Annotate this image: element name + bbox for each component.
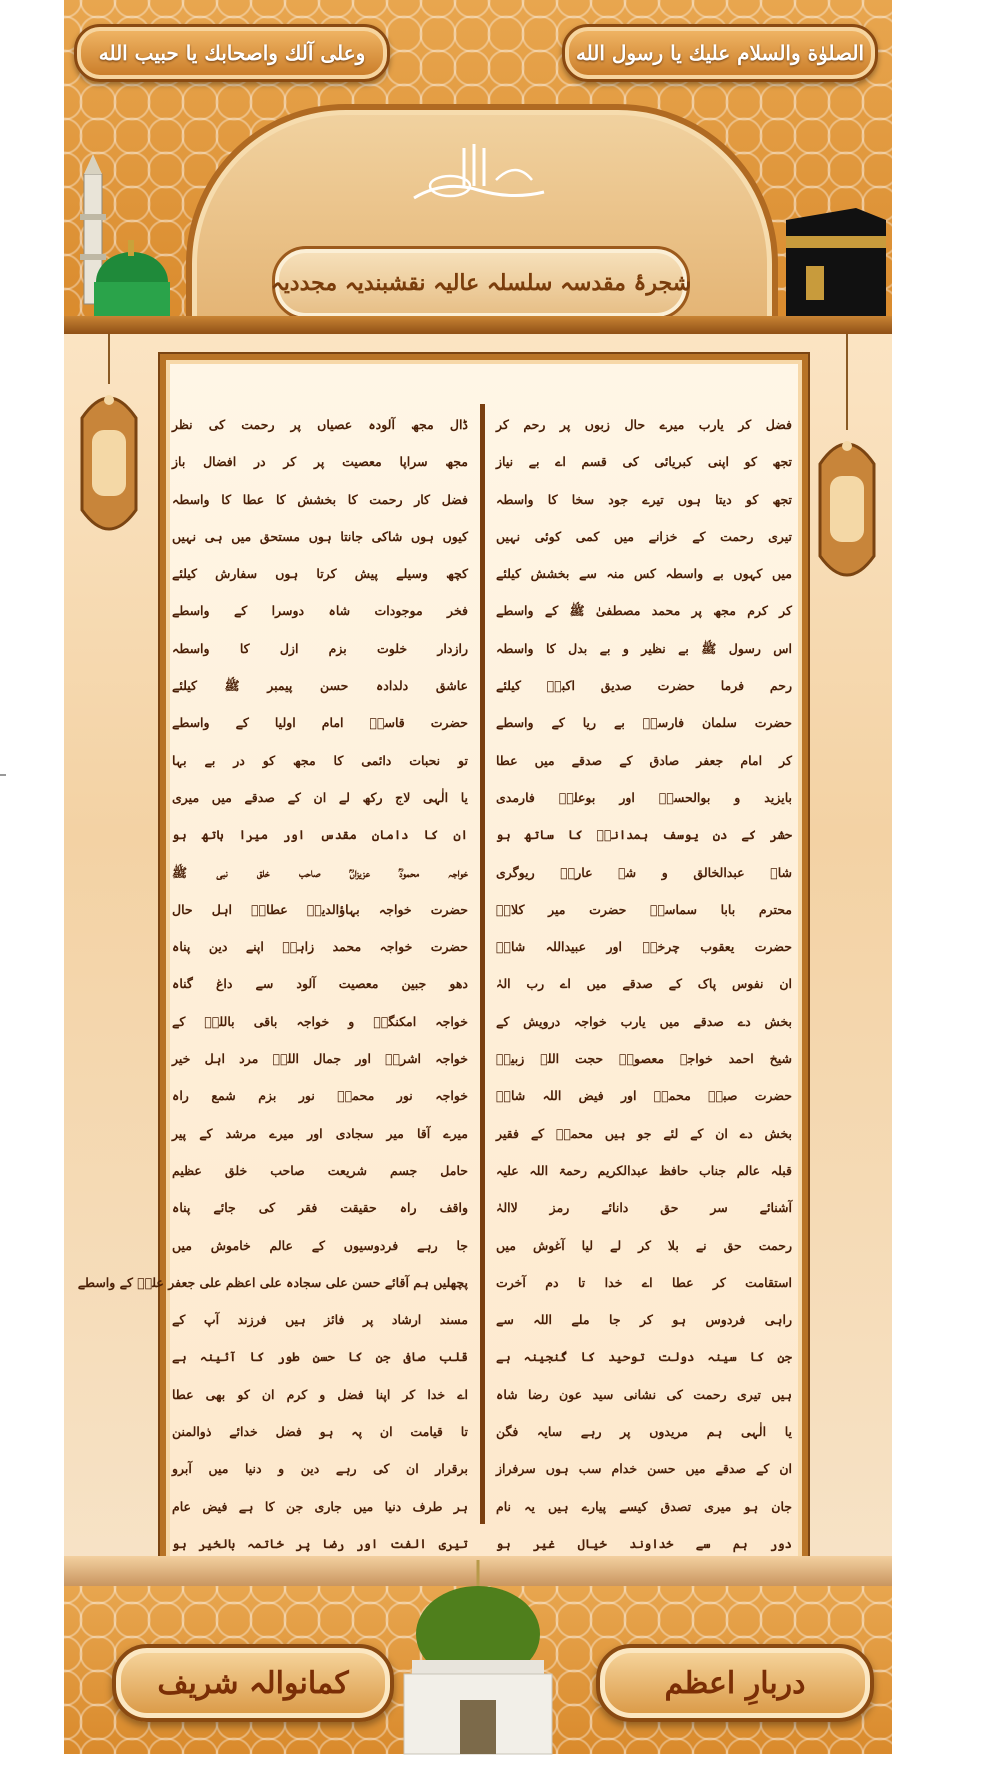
verse-line: برقرار ان کی رہے دین و دنیا میں آبرو — [172, 1461, 468, 1477]
verse-line: واقف راہ حقیقت فقر کی جائے پناہ — [172, 1200, 468, 1216]
verse-line: جا رہے فردوسیوں کے عالم خاموش میں — [172, 1237, 468, 1253]
verse-line: عاشق دلدادہ حسن پیمبر ﷺ کیلئے — [172, 678, 468, 694]
right-verse-column — [496, 406, 792, 1562]
column-divider — [480, 404, 485, 1524]
verse-line: اس رسول ﷺ بے نظیر و بے بدل کا واسطہ — [496, 640, 792, 656]
bismillah-calligraphy — [404, 140, 552, 210]
verse-frame — [77, 354, 808, 1566]
verse-line: قبلہ عالم جناب حافظ عبدالکریم رحمۃ اللہ علیہ — [496, 1162, 792, 1178]
verse-line: حضرت خواجہ محمد زاہدؒ اپنے دین پناہ — [172, 939, 468, 955]
verse-line: محترم بابا سماسیؒ حضرت میر کلالؒ — [496, 901, 792, 917]
top-cornice — [64, 316, 892, 334]
verse-line: حضرت صبیؒ محمدؒ اور فیض اللہ شاہؒ — [496, 1088, 792, 1104]
verse-line: تیری الفت اور رضا پر خاتمہ بالخیر ہو — [172, 1535, 468, 1551]
verse-line: تجھ کو دیتا ہوں تیرے جود سخا کا واسطہ — [496, 491, 792, 507]
verse-line: مسند ارشاد پر فائز ہیں فرزند آپ کے — [172, 1312, 468, 1328]
header-right-plaque: الصلوٰة والسلام عليك يا رسول الله — [562, 24, 878, 82]
verse-line: قلب صافی جن کا حسن طور کا آئینہ ہے — [172, 1349, 468, 1365]
verse-line: فخر موجودات شاہ دوسرا کے واسطے — [172, 603, 468, 619]
verse-line: حضرت خواجہ بہاؤالدینؒ عطارؒ اہل حال — [172, 901, 468, 917]
verse-line: رحمت حق نے بلا کر لے لیا آغوش میں — [496, 1237, 792, 1253]
verse-line: کر کرم مجھ پر محمد مصطفیٰ ﷺ کے واسطے — [496, 603, 792, 619]
verse-line: حشر کے دن یوسف ہمدانیؒ کا ساتھ ہو — [496, 827, 792, 843]
page-title: شجرۂ مقدسہ سلسلہ عالیہ نقشبندیہ مجددیہ — [272, 246, 690, 320]
verse-line: جان ہو میری تصدق کیسے پیارے ہیں یہ نام — [496, 1498, 792, 1514]
verse-line: حضرت سلمان فارسیؓ بے ریا کے واسطے — [496, 715, 792, 731]
verse-line: تا قیامت ان پہ ہو فضل خدائے ذوالمنن — [172, 1424, 468, 1440]
shrine-dome-icon — [390, 1560, 566, 1754]
edge-specks — [960, 560, 990, 590]
verse-line: شاہ عبدالخالق و شہ عارفؒ ریوگری — [496, 864, 792, 880]
left-lantern-icon — [70, 334, 148, 554]
verse-line: کیوں ہوں شاکی جانتا ہوں مستحق میں ہی نہیں — [172, 528, 468, 544]
verse-line: مجھ سراپا معصیت پر کر در افضال باز — [172, 454, 468, 470]
verse-line: شیخ احمد خواجہ معصومؒ حجت اللہ زبیرؒ — [496, 1051, 792, 1067]
poster — [64, 0, 892, 1754]
verse-line: دور ہم سے خداوند خیال غیر ہو — [496, 1535, 792, 1551]
left-verse-column — [77, 406, 468, 1562]
green-dome-mosque-icon — [70, 154, 170, 324]
right-lantern-icon — [808, 334, 886, 600]
verse-line: دھو جبین معصیت آلود سے داغ گناہ — [172, 976, 468, 992]
verse-line: بخش دے ان کے لئے جو ہیں محمدؒ کے فقیر — [496, 1125, 792, 1141]
verse-line: ان کے صدقے میں حسن خدام سب ہوں سرفراز — [496, 1461, 792, 1477]
footer-left-plaque: کمانوالہ شریف — [112, 1644, 394, 1722]
verse-line: خواجہ اشرفؒ اور جمال اللہؒ مرد اہل خیر — [172, 1051, 468, 1067]
verse-line: رازدار خلوت بزم ازل کا واسطہ — [172, 640, 468, 656]
kaaba-icon — [776, 206, 888, 318]
verse-line: حضرت یعقوب چرخیؒ اور عبیداللہ شاہؒ — [496, 939, 792, 955]
verse-line: یا الٰہی لاج رکھ لے ان کے صدقے میں میری — [172, 789, 468, 805]
verse-line: آشنائے سر حق دانائے رمز لاالہٰ — [496, 1200, 792, 1216]
edge-mark — [0, 774, 6, 776]
verse-line: رحم فرما حضرت صدیق اکبرؓ کیلئے — [496, 678, 792, 694]
verse-line: جن کا سینہ دولت توحید کا گنجینہ ہے — [496, 1349, 792, 1365]
verse-line: یا الٰہی ہم مریدوں پر رہے سایہ فگن — [496, 1424, 792, 1440]
verse-line: بایزید و بوالحسنؒ اور بوعلیؒ فارمدی — [496, 789, 792, 805]
verse-line: ان نفوس پاک کے صدقے میں اے رب الہٰ — [496, 976, 792, 992]
verse-line: تیری رحمت کے خزانے میں کمی کوئی نہیں — [496, 528, 792, 544]
verse-line: حامل جسم شریعت صاحب خلق عظیم — [172, 1162, 468, 1178]
verse-line: استقامت کر عطا اے خدا تا دم آخرت — [496, 1274, 792, 1290]
verse-line: خواجہ امکنگیؒ و خواجہ باقی باللہؒ کے — [172, 1013, 468, 1029]
header-left-plaque: وعلى آلك واصحابك يا حبيب الله — [74, 24, 390, 82]
verse-line: ان کا دامان مقدس اور میرا ہاتھ ہو — [172, 827, 468, 843]
verse-line: ہر طرف دنیا میں جاری جن کا ہے فیض عام — [172, 1498, 468, 1514]
verse-line: اے خدا کر اپنا فضل و کرم ان کو بھی عطا — [172, 1386, 468, 1402]
verse-line: کچھ وسیلے پیش کرتا ہوں سفارش کیلئے — [172, 566, 468, 582]
verse-line: ڈال مجھ آلودہ عصیاں پر رحمت کی نظر — [172, 417, 468, 432]
verse-line: حضرت قاسمؓ امام اولیا کے واسطے — [172, 715, 468, 731]
verse-line: پچھلیں ہم آقائے حسن علی سجادہ علی اعظم علی جعفر علیؒ کے واسطے — [77, 1274, 468, 1290]
footer-right-plaque: دربارِ اعظم — [596, 1644, 874, 1722]
verse-line: فضل کر یارب میرے حال زبوں پر رحم کر — [496, 417, 792, 432]
verse-line: میرے آقا میر سجادی اور میرے مرشد کے پیر — [172, 1125, 468, 1141]
verse-line: تو نحبات دائمی کا مجھ کو در بے بہا — [172, 752, 468, 768]
verse-line: راہی فردوس ہو کر جا ملے اللہ سے — [496, 1312, 792, 1328]
verse-line: میں کہوں بے واسطہ کس منہ سے بخشش کیلئے — [496, 566, 792, 582]
verse-line: خواجہ محمودؒ عزیزاںؒ صاحب خلق نبی ﷺ — [172, 864, 468, 880]
verse-line: ہیں تیری رحمت کی نشانی سید عون رضا شاہ — [496, 1386, 792, 1402]
verse-line: خواجہ نور محمدؒ نور بزم شمع راہ — [172, 1088, 468, 1104]
verse-line: بخش دے صدقے میں یارب خواجہ درویش کے — [496, 1013, 792, 1029]
verse-line: تجھ کو اپنی کبریائی کی قسم اے بے نیاز — [496, 454, 792, 470]
verse-line: کر امام جعفر صادق کے صدقے میں عطا — [496, 752, 792, 768]
verse-line: فضل کار رحمت کا بخشش کا عطا کا واسطہ — [172, 491, 468, 507]
